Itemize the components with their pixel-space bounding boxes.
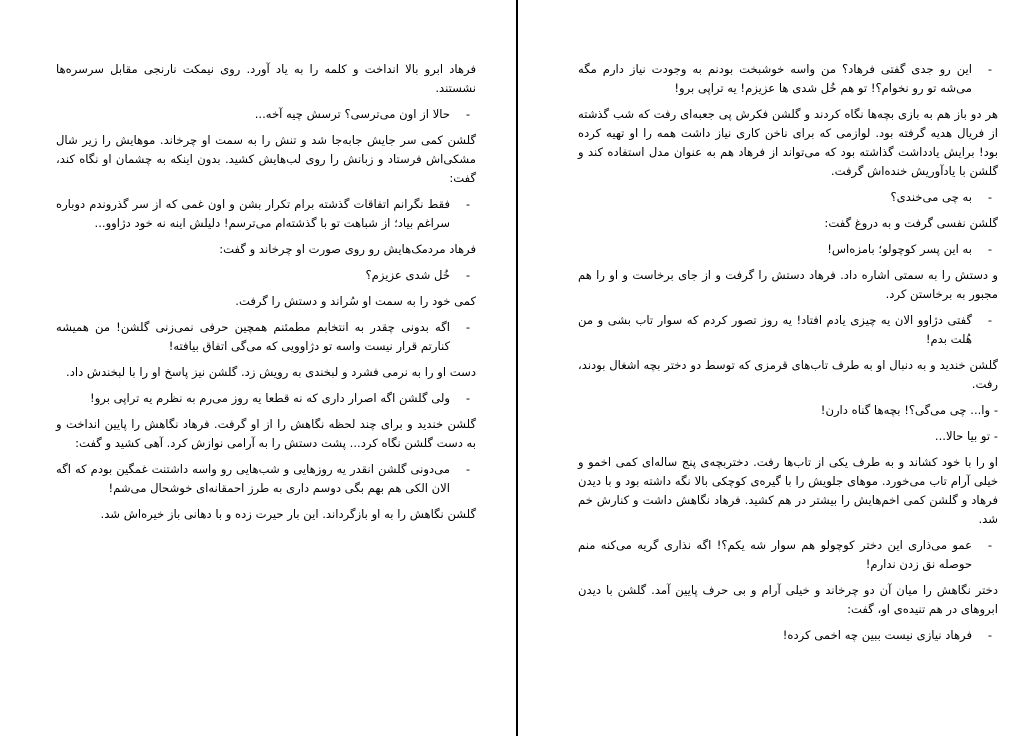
narration-paragraph: گلشن خندید و به دنبال او به طرف تاب‌های قرمزی که توسط دو دختر بچه اشغال بودند، رفت. bbox=[578, 358, 998, 391]
left-page bbox=[56, 0, 476, 736]
dialogue-line: - به چی می‌خندی؟ bbox=[578, 188, 998, 207]
dialogue-line: - گفتی دژاوو الان یه چیزی یادم افتاد! یه روز تصور کردم که سوار تاب بشی و من هُلت بدم! bbox=[578, 311, 998, 349]
narration-paragraph: گلشن خندید و برای چند لحظه نگاهش را از او گرفت. فرهاد نگاهش را پایین انداخت و به دست گلشن نگاه کرد... پشت دستش را به آرامی نوازش کرد. آهی کشید و گفت: bbox=[56, 417, 476, 450]
narration-paragraph: گلشن نگاهش را به او بازگرداند. این بار حیرت زده و با دهانی باز خیره‌اش شد. bbox=[100, 507, 476, 521]
right-page bbox=[578, 0, 998, 736]
narration-paragraph: هر دو باز هم به بازی بچه‌ها نگاه کردند و گلشن فکرش پی جعبه‌ای رفت که شب گذشته از فریال هدیه گرفته بود. لوازمی که برای ناخن کاری نیاز داشت همه را او تهیه کرده بود! برایش یادداشت گذاشته بود که می‌تواند از فرهاد هم به عنوان مدل استفاده کند و گلشن با یادآوریش خنده‌اش گرفت. bbox=[578, 107, 998, 178]
narration-paragraph: دختر نگاهش را میان آن دو چرخاند و خیلی آرام و بی حرف پایین آمد. گلشن با دیدن ابروهای در هم تنیده‌ی او، گفت: bbox=[578, 583, 998, 616]
dialogue-line: - ولی گلشن اگه اصرار داری که نه قطعا یه روز می‌رم به نظرم یه تراپی برو! bbox=[56, 389, 476, 408]
dialogue-line: - اگه بدونی چقدر به انتخابم مطمئنم همچین حرفی نمی‌زنی گلشن! من همیشه کنارتم قرار نیست واسه تو دژاوویی که می‌گی اتفاق بیافته! bbox=[56, 318, 476, 356]
narration-paragraph: او را با خود کشاند و به طرف یکی از تاب‌ها رفت. دختربچه‌ی پنج ساله‌ای کمی اخمو و خیلی آرام تاب می‌خورد. موهای جلویش را با گیره‌ی کوچکی بالا نگه داشته بود و با دیدن فرهاد و گلشن کمی اخم‌هایش را بیشتر در هم کشید. فرهاد نگاهش داشت و کنارش خم شد. bbox=[578, 455, 998, 526]
dialogue-line: - فرهاد نیازی نیست ببین چه اخمی کرده! bbox=[578, 626, 998, 645]
narration-paragraph: گلشن کمی سر جایش جابه‌جا شد و تنش را به سمت او چرخاند. موهایش را زیر شال مشکی‌اش فرستاد و زبانش را روی لب‌هایش کشید. بدون اینکه به چشمان او نگاه کند، گفت: bbox=[56, 133, 476, 185]
dialogue-line: - خُل شدی عزیزم؟ bbox=[56, 266, 476, 285]
dialogue-line: - وا... چی می‌گی؟! بچه‌ها گناه دارن! bbox=[820, 403, 998, 417]
narration-paragraph: دست او را به نرمی فشرد و لبخندی به رویش زد. گلشن نیز پاسخ او را با لبخندش داد. bbox=[66, 365, 476, 379]
narration-paragraph: فرهاد مردمک‌هایش رو روی صورت او چرخاند و گفت: bbox=[219, 242, 476, 256]
dialogue-line: - فقط نگرانم اتفاقات گذشته برام تکرار بشن و اون غمی که از سر گذروندم دوباره سراغم بیاد؛ از شباهت تو با گذشته‌ام می‌ترسم! دلیلش اینه نه خود دژاوو... bbox=[56, 195, 476, 233]
page-divider bbox=[516, 0, 518, 736]
narration-paragraph: فرهاد ابرو بالا انداخت و کلمه را به یاد آورد. روی نیمکت نارنجی مقابل سرسره‌ها نشستند. bbox=[56, 62, 476, 95]
narration-paragraph: و دستش را به سمتی اشاره داد. فرهاد دستش را گرفت و از جای برخاست و او را هم مجبور به برخاستن کرد. bbox=[578, 268, 998, 301]
dialogue-line: - عمو می‌ذاری این دختر کوچولو هم سوار شه یکم؟! اگه نذاری گریه می‌کنه منم حوصله نق زدن ندارم! bbox=[578, 536, 998, 574]
dialogue-line: - حالا از اون می‌ترسی؟ ترسش چیه آخه... bbox=[56, 105, 476, 124]
dialogue-line: - تو بیا حالا... bbox=[934, 429, 998, 443]
narration-paragraph: گلشن نفسی گرفت و به دروغ گفت: bbox=[824, 216, 998, 230]
dialogue-line: - می‌دونی گلشن انقدر یه روزهایی و شب‌هایی رو واسه داشتنت غمگین بودم که اگه الان الکی هم بهم بگی دوسم داری به طرز احمقانه‌ای خوشحال می‌شم! bbox=[56, 460, 476, 498]
narration-paragraph: کمی خود را به سمت او سُراند و دستش را گرفت. bbox=[235, 294, 476, 308]
dialogue-line: - به این پسر کوچولو؛ بامزه‌اس! bbox=[578, 240, 998, 259]
dialogue-line: - این رو جدی گفتی فرهاد؟ من واسه خوشبخت بودنم به وجودت نیاز دارم مگه می‌شه تو رو نخوام؟! تو هم خُل شدی ها عزیزم! یه تراپی برو! bbox=[578, 60, 998, 98]
